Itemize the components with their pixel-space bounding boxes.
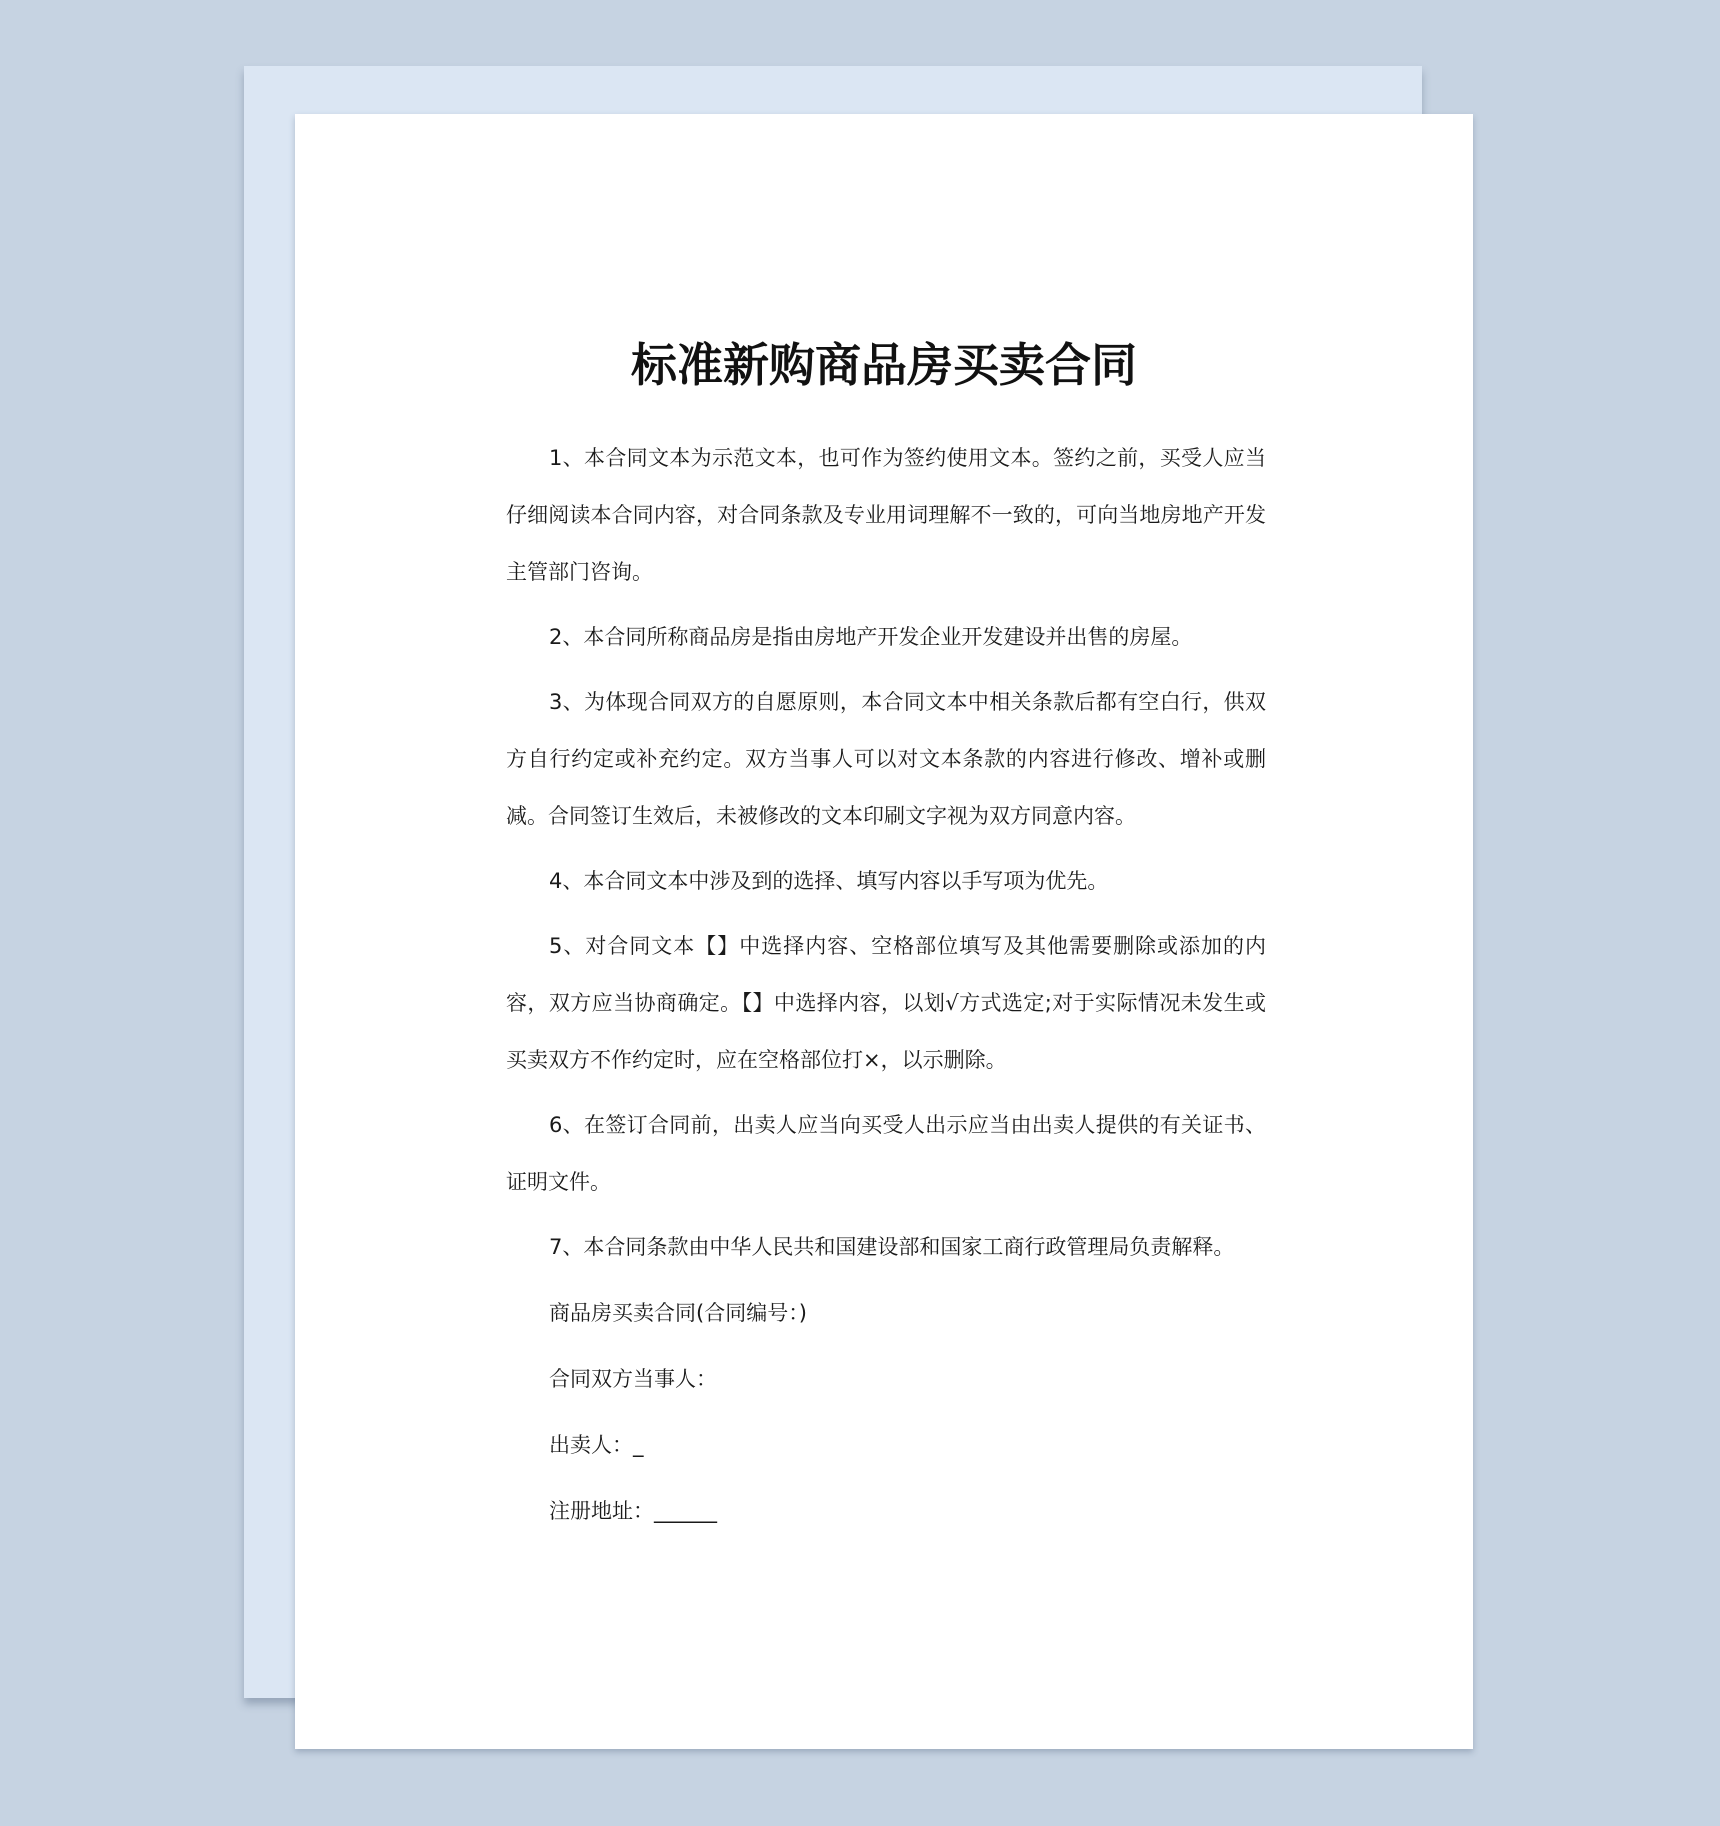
seller-line: 出卖人：_	[549, 1433, 644, 1457]
registered-address-line: 注册地址：______	[549, 1499, 717, 1523]
paragraph-2: 2、本合同所称商品房是指由房地产开发企业开发建设并出售的房屋。	[549, 625, 1193, 649]
paragraph-3: 3、为体现合同双方的自愿原则，本合同文本中相关条款后都有空白行，供双方自行约定或补充约定。双方当事人可以对文本条款的内容进行修改、增补或删减。合同签订生效后，未被修改的文本印刷文字视为双方同意内容。	[506, 690, 1266, 828]
document-title: 标准新购商品房买卖合同	[631, 338, 1137, 392]
paragraph-5: 5、对合同文本【】中选择内容、空格部位填写及其他需要删除或添加的内容，双方应当协商确定。【】中选择内容，以划√方式选定;对于实际情况未发生或买卖双方不作约定时，应在空格部位打×，以示删除。	[506, 934, 1266, 1072]
paragraph-6: 6、在签订合同前，出卖人应当向买受人出示应当由出卖人提供的有关证书、证明文件。	[506, 1113, 1266, 1194]
document-body	[506, 430, 1266, 1548]
document-page	[295, 114, 1473, 1749]
paragraph-1: 1、本合同文本为示范文本，也可作为签约使用文本。签约之前，买受人应当仔细阅读本合同内容，对合同条款及专业用词理解不一致的，可向当地房地产开发主管部门咨询。	[506, 446, 1266, 584]
contract-name-line: 商品房买卖合同(合同编号：)	[549, 1301, 807, 1325]
paragraph-7: 7、本合同条款由中华人民共和国建设部和国家工商行政管理局负责解释。	[549, 1235, 1235, 1259]
paragraph-4: 4、本合同文本中涉及到的选择、填写内容以手写项为优先。	[549, 869, 1109, 893]
parties-label: 合同双方当事人：	[549, 1367, 717, 1391]
